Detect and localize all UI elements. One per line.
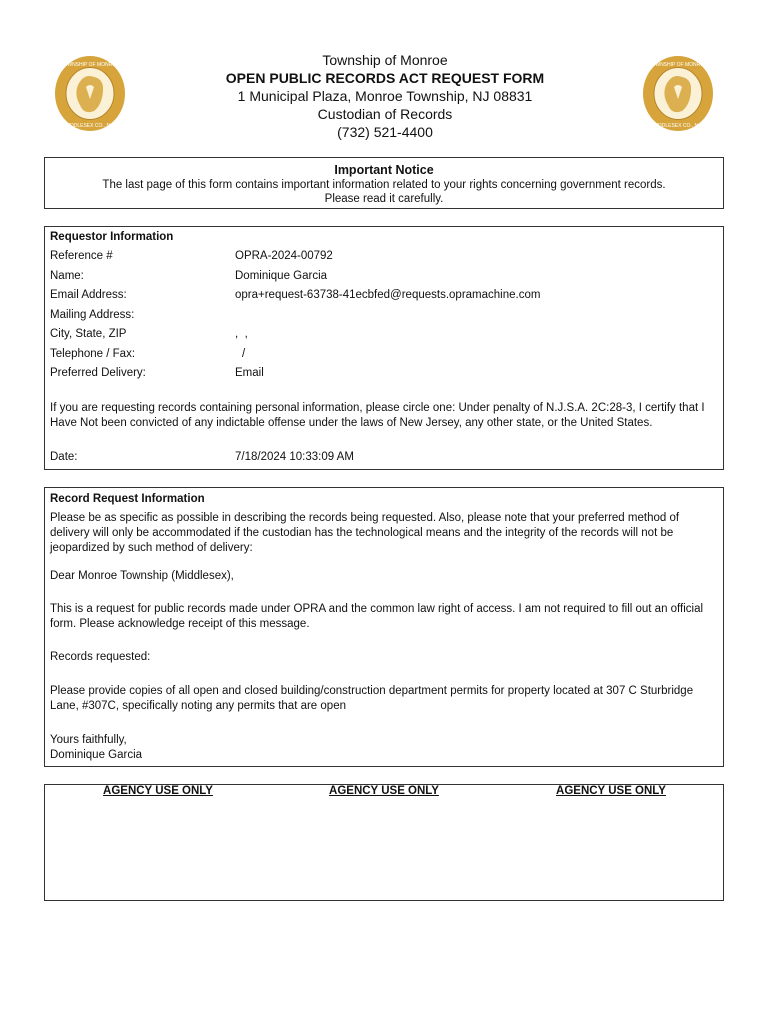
reference-row <box>50 250 718 266</box>
notice-line-2: Please read it carefully. <box>324 193 444 205</box>
township-seal-right <box>642 55 714 132</box>
requestor-info-box <box>44 226 724 470</box>
telephone-fax-label: Telephone / Fax: <box>50 348 136 360</box>
important-notice-box <box>44 157 724 209</box>
name-row <box>50 270 718 286</box>
township-address: 1 Municipal Plaza, Monroe Township, NJ 08831 <box>237 88 533 104</box>
preferred-delivery-value: Email <box>235 367 264 379</box>
svg-text:MIDDLESEX CO., N.J.: MIDDLESEX CO., N.J. <box>652 123 704 129</box>
telephone-fax-row <box>50 348 718 364</box>
city-state-zip-value: , , <box>235 328 248 340</box>
request-body-1: This is a request for public records made under OPRA and the common law right of access. I am not required to fill out an official form. Please acknowledge receipt of this message. <box>50 603 704 630</box>
preferred-delivery-label: Preferred Delivery: <box>50 367 146 379</box>
email-value: opra+request-63738-41ecbfed@requests.opramachine.com <box>235 289 541 301</box>
agency-use-box <box>44 784 724 901</box>
city-state-zip-row <box>50 328 718 344</box>
agency-use-label-2: AGENCY USE ONLY <box>329 785 439 797</box>
email-label: Email Address: <box>50 289 127 301</box>
mailing-address-row <box>50 309 718 325</box>
agency-use-label-3: AGENCY USE ONLY <box>556 785 666 797</box>
city-state-zip-label: City, State, ZIP <box>50 328 127 340</box>
mailing-address-label: Mailing Address: <box>50 309 135 321</box>
svg-text:MIDDLESEX CO., N.J.: MIDDLESEX CO., N.J. <box>64 123 116 129</box>
email-row <box>50 289 718 305</box>
form-title: OPEN PUBLIC RECORDS ACT REQUEST FORM <box>225 70 545 86</box>
closing-signature: Dominique Garcia <box>50 749 143 761</box>
reference-label: Reference # <box>50 250 113 262</box>
record-intro: Please be as specific as possible in describing the records being requested. Also, please note that your preferred method of delivery will only be accommodated if the custodian has the technological means and the integrity of the records will not be jeopardized by such method of delivery: <box>50 512 680 554</box>
name-label: Name: <box>50 270 84 282</box>
notice-title: Important Notice <box>334 163 434 177</box>
record-request-box <box>44 487 724 767</box>
reference-value: OPRA-2024-00792 <box>235 250 333 262</box>
custodian-label: Custodian of Records <box>317 106 453 122</box>
township-seal-left <box>54 55 126 132</box>
township-phone: (732) 521-4400 <box>337 124 433 140</box>
agency-use-label-1: AGENCY USE ONLY <box>103 785 213 797</box>
form-header <box>150 51 620 141</box>
certification-statement: If you are requesting records containing personal information, please circle one: Under penalty of N.J.S.A. 2C:28-3, I certify that I Have Not been convicted of any indictable offense under the laws of New Jersey, any other state, or the United States. <box>50 402 705 429</box>
closing-line: Yours faithfully, <box>50 734 127 746</box>
telephone-fax-value: / <box>242 348 246 360</box>
svg-text:TOWNSHIP OF MONROE: TOWNSHIP OF MONROE <box>60 62 120 68</box>
svg-text:TOWNSHIP OF MONROE: TOWNSHIP OF MONROE <box>648 62 708 68</box>
preferred-delivery-row <box>50 367 718 383</box>
date-label: Date: <box>50 451 78 463</box>
record-section-title: Record Request Information <box>50 493 205 505</box>
requestor-section-title: Requestor Information <box>50 231 174 243</box>
records-requested-label: Records requested: <box>50 651 151 663</box>
notice-line-1: The last page of this form contains important information related to your rights concerning government records. <box>102 179 666 191</box>
name-value: Dominique Garcia <box>235 270 328 282</box>
date-row <box>50 451 718 467</box>
request-body-3: Please provide copies of all open and closed building/construction department permits for property located at 307 C Sturbridge Lane, #307C, specifically noting any permits that are open <box>50 685 694 712</box>
date-value: 7/18/2024 10:33:09 AM <box>235 451 354 463</box>
township-name: Township of Monroe <box>322 52 448 68</box>
salutation: Dear Monroe Township (Middlesex), <box>50 570 234 582</box>
